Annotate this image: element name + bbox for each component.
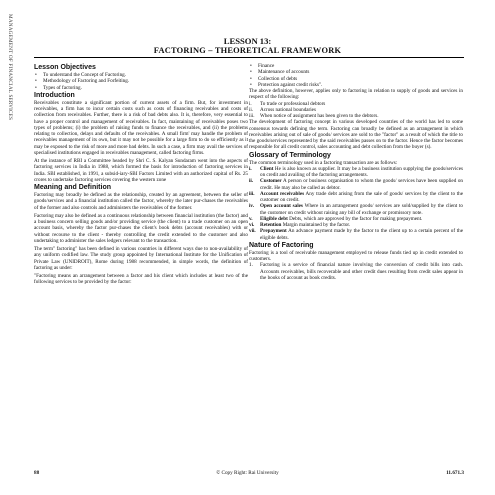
paragraph: At the instance of RBI a Committee headed by Shri C. S. Kalyan Sundaram went into the aspects of factoring services in India in 1988, which formed the basis for introduction of factoring services in India. SBI established, in 1991, a subsid-iary-SBI Factors Limited with an authorized capital of Rs. 25 crores to undertake factoring services covering the western zone (34, 158, 248, 183)
list-marker: vi. (249, 222, 255, 228)
paragraph: The above definition, however, applies only to factoring in relation to supply of goods and services in respect of the following: (249, 88, 463, 101)
glossary-term: Prepayment (260, 228, 287, 235)
list-marker: iv. (249, 203, 254, 210)
list-marker: iii. (249, 190, 255, 197)
list-text: Factoring is a service of financial nature involving the conversion of credit bills into cash. Accounts receivables, bills recoverable and other credit dues resulting from credit sales appear in the books of account as book credits. (260, 262, 463, 281)
list-marker: ii. (249, 106, 254, 113)
glossary-item (249, 178, 463, 191)
paragraph: Factoring may broadly be defined as the relationship, created by an agreement, between the seller of goods/services and a financial institution called the factor, whereby the later pur-chases the receivables of the former and also controls and administers the receivables of the former. (34, 192, 248, 211)
glossary-text: Margin maintained by the factor. (281, 222, 351, 228)
title-rule (34, 57, 464, 58)
glossary-text: He is also known as supplier. It may be a business institution supplying the goods/services on credit and availing of the factoring arrangements. (260, 165, 463, 178)
glossary-item (249, 191, 463, 204)
paragraph: The common terminology used in a factoring transaction are as follows: (249, 159, 398, 166)
list-marker: v. (249, 215, 253, 222)
list-marker: vii. (249, 228, 256, 235)
list-text: To trade or professional debtors (260, 100, 326, 107)
glossary-text: Debts, which are approved by the factor for making prepayment. (287, 215, 423, 222)
paragraph: "Factoring means an arrangement between a factor and his client which includes at least two of the following services to be provided by the factor: (34, 273, 248, 286)
list-marker: iii. (249, 113, 255, 119)
glossary-term: Open account sales (260, 203, 303, 210)
application-list (249, 101, 463, 120)
list-item: • Maintenance of accounts (249, 69, 463, 75)
left-column (34, 63, 248, 286)
list-marker: ii. (249, 178, 254, 185)
services-list (249, 63, 463, 88)
glossary-list (249, 166, 463, 241)
list-text: When notice of assignment has been given to the debtors. (260, 113, 379, 119)
paragraph: The development of factoring concept in various developed countries of the world has led to some consensus towards defining the term. Factoring can broadly be defined as an arrangement in which receivables arising out of sale of goods/ services are sold to the "factor" as a result of which the title to the goods/services represented by the said receivables passes on to the factor. Hence the factor becomes responsible for all credit control, sales accounting and debt collection from the buyer (s). (249, 119, 463, 151)
list-item: • Methodology of Factoring and Forfeiting. (34, 78, 248, 84)
introduction-heading: Introduction (34, 91, 75, 99)
paragraph: The term" factoring" has been defined in various countries in different ways due to non-availability of any uniform codified law. The study group appointed by International Institute for the Unification of Private Law (UNIDROIT), Rome during 1988 recommended, in simple words, the definition of factoring as under: (34, 246, 248, 271)
list-item: • Protection against credit risks". (249, 82, 463, 88)
paragraph: Factoring is a tool of receivable management employed to release funds tied up in credit extended to customers. (249, 249, 463, 262)
list-marker: 1. (249, 262, 253, 269)
glossary-term: Account receivables (260, 190, 305, 197)
list-item (249, 262, 463, 281)
glossary-item (249, 203, 463, 216)
glossary-item (249, 228, 463, 241)
list-marker: i. (249, 100, 252, 107)
glossary-text: A person or business organisation to whom the goods/ services have been supplied on credit. He may also be called as debtor. (260, 178, 463, 191)
paragraph: Factoring may also be defined as a continuous relationship between financial institution (the factor) and a business concern selling goods and/or providing service (the client) to a trade customer on an open account basis, whereby the factor pur-chases the client's book debts (account receivables) with or without recourse to the client - thereby controlling the credit extended to the customer and also undertaking to administer the sales ledgers relevant to the transaction. (34, 212, 248, 244)
page-number: 88 (34, 470, 40, 476)
glossary-item (249, 166, 463, 179)
side-running-label: MANAGEMENT OF FINANCIAL SERVICES (7, 14, 13, 121)
list-text: Across national boundaries (260, 106, 316, 113)
right-column (249, 63, 463, 281)
glossary-term: Customer (260, 178, 282, 185)
lesson-number: LESSON 13: (223, 36, 272, 46)
objectives-heading: Lesson Objectives (34, 64, 96, 71)
glossary-heading: Glossary of Terminology (249, 151, 331, 159)
list-item: • Finance (249, 63, 463, 69)
course-code: 11.671.3 (446, 470, 464, 476)
copyright: © Copy Right: Rai University (216, 470, 279, 476)
list-item (249, 113, 463, 119)
meaning-heading: Meaning and Definition (34, 184, 111, 191)
nature-list (249, 262, 463, 281)
glossary-text: An advance payment made by the factor to the client up to a certain percent of the eligible debts. (260, 228, 463, 241)
glossary-term: Client (260, 165, 274, 172)
glossary-text: Any trade debt arising from the sale of goods/ services by the client to the customer on credit. (260, 190, 463, 203)
glossary-term: Retention (260, 222, 282, 228)
page-title: FACTORING – THEORETICAL FRAMEWORK (153, 46, 342, 55)
list-item: • To understand the Concept of Factoring. (34, 72, 248, 78)
list-item: • Collection of debts (249, 76, 463, 82)
list-item: • Types of factoring. (34, 85, 248, 91)
nature-heading: Nature of Factoring (249, 241, 314, 249)
glossary-text: Where in an arrangement goods/ services are sold/supplied by the client to the customer on credit without raising any bill of exchange or promissory note. (260, 203, 463, 216)
glossary-term: Eligible debt (260, 215, 288, 222)
list-marker: i. (249, 165, 252, 172)
objectives-list (34, 72, 248, 91)
paragraph: Receivables constitute a significant portion of current assets of a firm. But, for investment in receivables, a firm has to incur certain costs such as costs of financing receivables and costs of collection from receivables. Further, there is a risk of bad debts also. It is, therefore, very essential to have a proper control and management of receivables. In fact, maintaining of receivables poses two types of problems; (i) the problem of raising funds to finance the receivables, and (ii) the problems relating to collection, delays and defaults of the receivables. A small firm' may handle the problem of receivables management of its own, but it may not be possible for a large firm to do so efficiently as it may be exposed to the risk of more and more bad debts. In such a case, a firm may avail the services of specialised institutions engaged in receivables management, called factoring firms. (34, 99, 248, 156)
